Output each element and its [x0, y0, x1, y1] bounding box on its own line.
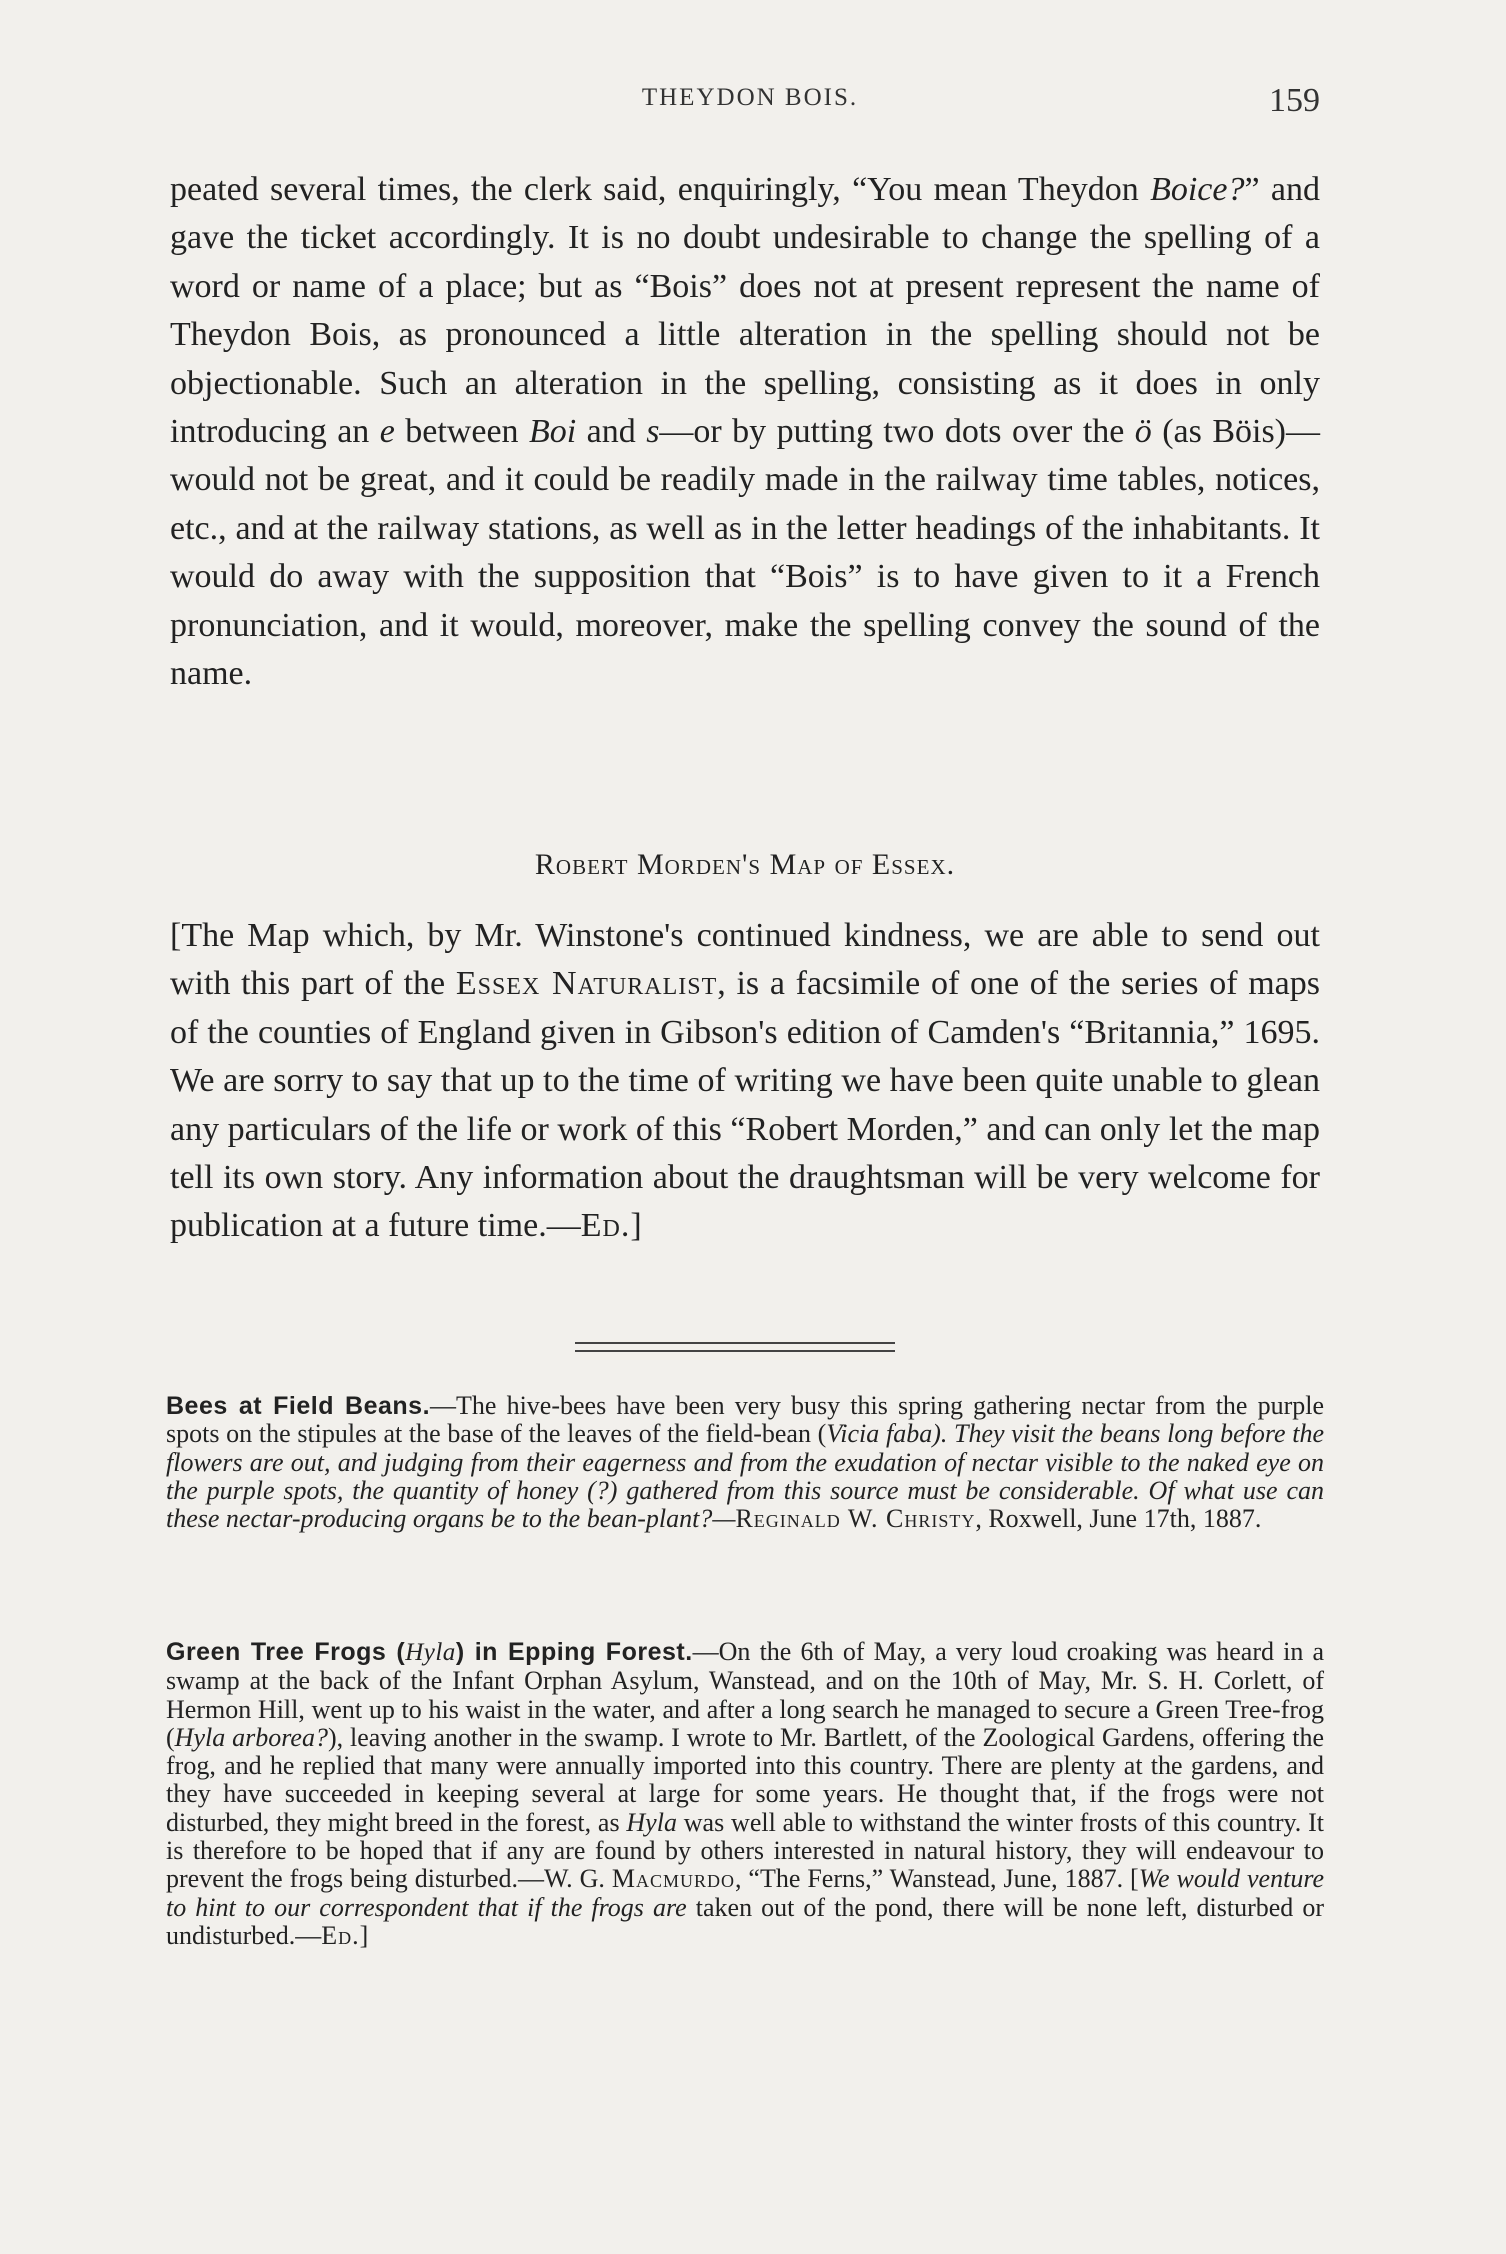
text-run: —The hive-bees have been very busy this spring gathering nectar from the purple spots on the stipules at the base of the leaves of the field-bean (: [166, 1391, 1325, 1449]
text-run: ” and gave the ticket accordingly. It is no doubt undesirable to change the spelling of a word or name of a place; but as “Bois” does not at present represent the name of Theydon Bois, as pronounced a little alteration in the spelling should not be objectionable. Such an alteration in the spelling, consisting as it does in only introducing an: [170, 171, 1320, 451]
italic-run: s: [646, 413, 660, 451]
italic-run: Hyla arborea?: [174, 1722, 328, 1752]
italic-run: ). They visit the beans long before the flowers are out, and judging from their eagerness and from the exudation of nectar visible to the naked eye on the purple spots, the quantity of honey (?) gathered from this source must be considerable. Of what use can these nectar-producing organs be to the bean-plant?—: [166, 1419, 1324, 1534]
note-bees-at-field-beans: [166, 1392, 1324, 1533]
section-heading: Robert Morden's Map of Essex.: [534, 848, 956, 881]
small-caps-run: Ed.: [580, 1207, 631, 1245]
text-run: and: [576, 413, 647, 451]
italic-run: e: [379, 413, 395, 451]
text-run: [The Map which, by Mr. Winstone's continued kindness, we are able to send out with this part of the: [170, 917, 1320, 1003]
text-run: taken out of the pond, there will be none left, disturbed or undisturbed.—: [166, 1892, 1325, 1950]
italic-run: We would venture to hint to our correspondent that if the frogs are: [166, 1864, 1325, 1922]
text-run: , is a facsimile of one of the series of maps of the counties of England given in Gibson's edition of Camden's “Britannia,” 1695. We are sorry to say that up to the time of writing we have been quite unable to glean any particulars of the life or work of this “Robert Morden,” and can only let the map tell its own story. Any information about the draughtsman will be very welcome for publication at a future time.—: [170, 965, 1320, 1245]
italic-run: Boi: [528, 413, 577, 451]
italic-run: ö: [1134, 413, 1152, 451]
note-title: Bees at Field Beans.: [166, 1392, 431, 1420]
text-run: ), leaving another in the swamp. I wrote to Mr. Bartlett, of the Zoological Gardens, offering the frog, and he replied that many were annually imported into this country. There are plenty at the gardens, and they have succeeded in keeping several at large for some years. He thought that, if the frogs were not disturbed, they might breed in the forest, as: [166, 1722, 1324, 1837]
paragraph-theydon-bois: [170, 166, 1320, 698]
text-run: , “The Ferns,” Wanstead, June, 1887. [: [734, 1864, 1139, 1894]
text-run: ) in Epping Forest.: [455, 1638, 693, 1666]
italic-run: Hyla: [405, 1639, 456, 1666]
text-run: —On the 6th of May, a very loud croaking was heard in a swamp at the back of the Infant Orphan Asylum, Wanstead, and on the 10th of May, Mr. S. H. Corlett, of Hermon Hill, went up to his waist in the water, and after a long search he managed to secure a Green Tree-frog (: [166, 1637, 1325, 1752]
small-caps-run: Reginald W. Christy: [735, 1504, 976, 1534]
text-run: was well able to withstand the winter frosts of this country. It is therefore to be hoped that if any are found by others interested in natural history, they will endeavour to prevent the frogs being disturbed.—W. G.: [166, 1807, 1325, 1894]
text-run: peated several times, the clerk said, enquiringly, “You mean Theydon: [170, 171, 1151, 208]
paragraph-map-note: [170, 912, 1320, 1251]
note-title: [166, 1638, 693, 1666]
page-number: 159: [1269, 82, 1320, 119]
text-run: Green Tree Frogs (: [166, 1638, 406, 1666]
running-title: THEYDON BOIS.: [641, 84, 859, 111]
text-run: , Roxwell, June 17th, 1887.: [975, 1504, 1262, 1534]
italic-run: Vicia faba: [826, 1419, 933, 1449]
text-run: ]: [630, 1207, 642, 1245]
text-run: ]: [359, 1920, 369, 1950]
small-caps-run: Essex Naturalist: [455, 965, 718, 1003]
small-caps-run: Ed.: [321, 1920, 360, 1950]
text-run: (as Böis)—would not be great, and it could be readily made in the railway time tables, notices, etc., and at the railway stations, as well as in the letter headings of the inhabitants. It would do away with the supposition that “Bois” is to have given to it a French pronunciation, and it would, moreover, make the spelling convey the sound of the name.: [170, 413, 1321, 693]
text-run: —or by putting two dots over the: [659, 413, 1135, 451]
italic-run: Boice?: [1150, 171, 1245, 208]
small-caps-run: Macmurdo: [611, 1864, 735, 1894]
text-run: between: [394, 413, 529, 451]
note-green-tree-frogs: [166, 1638, 1324, 1950]
double-rule-divider: [575, 1342, 895, 1352]
italic-run: Hyla: [626, 1807, 677, 1837]
running-head: [170, 84, 1330, 124]
